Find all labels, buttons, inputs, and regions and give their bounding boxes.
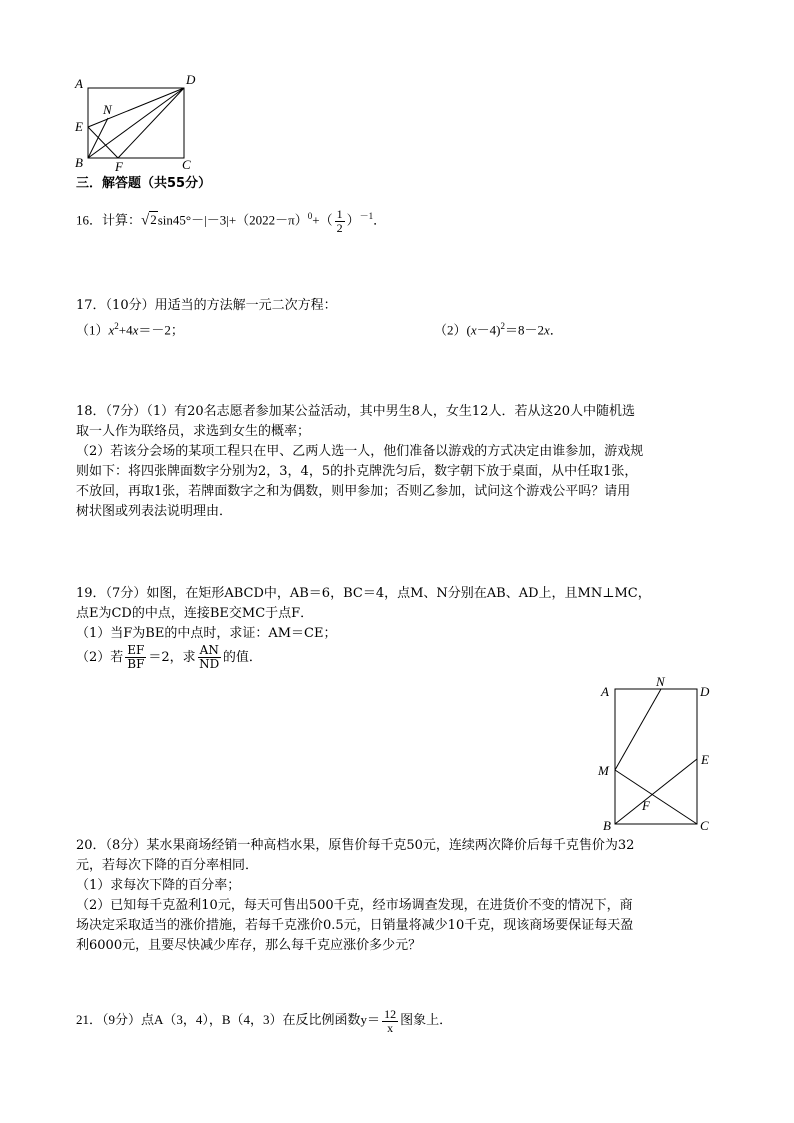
q16-frac-numerator: 1 [336, 206, 343, 221]
q16-sqrt-radicand: 2 [150, 212, 157, 228]
q19-frac1-denominator: BF [127, 657, 145, 671]
q19-fraction-ef-bf [125, 644, 146, 671]
q18-line4: 则如下：将四张牌面数字分别为2，3，4，5的扑克牌洗匀后，数字朝下放于桌面，从中任取1张， [76, 464, 638, 479]
q16-fraction [335, 208, 345, 235]
q18-line1: 18．（7分）（1）有20名志愿者参加某公益活动，其中男生8人，女生12人．若从这20人中随机选 [76, 404, 635, 419]
q19-p2-mid: ＝2，求 [148, 650, 196, 665]
fig1-label-c: C [182, 157, 191, 172]
q19-line2: 点E为CD的中点，连接BE交MC于点F． [76, 606, 314, 621]
q17-p2-end: ． [549, 322, 563, 338]
fig1-label-b: B [75, 155, 83, 170]
q20-line1: 20．（8分）某水果商场经销一种高档水果，原售价每千克50元，连续两次降价后每千克售价为32 [76, 838, 635, 853]
q20-line4: （2）已知每千克盈利10元，每天可售出500千克，经市场调查发现，在进货价不变的情况下，商 [76, 898, 633, 913]
fig1-label-a: A [75, 76, 83, 91]
q19-line1: 19．（7分）如图，在矩形ABCD中，AB＝6，BC＝4，点M、N分别在AB、AD上，且MN⊥MC， [76, 586, 651, 601]
q17-p1-x: x [108, 322, 115, 338]
q21-prefix: 21．（9分）点A（3，4），B（4，3）在反比例函数y＝ [76, 1012, 381, 1027]
q20-line6: 利6000元，且要尽快减少库存，那么每千克应涨价多少元？ [76, 938, 422, 953]
fig2-label-d: D [700, 684, 710, 699]
fig2-label-b: B [603, 818, 611, 833]
q16-part-c: ） [346, 212, 360, 228]
q20-line5: 场决定采取适当的涨价措施，若每千克涨价0.5元，日销量将减少10千克，现该商场要保证每天盈 [76, 918, 634, 933]
fig1-label-e: E [75, 119, 83, 134]
fig2-label-f: F [642, 798, 650, 813]
fig1-label-f: F [115, 159, 123, 174]
q16-frac-denominator: 2 [336, 220, 343, 235]
q21-fraction [382, 1008, 398, 1035]
q16-sup0: 0 [307, 211, 313, 221]
q18-line5: 不放回，再取1张，若牌面数字之和为偶数，则甲参加；否则乙参加，试问这个游戏公平吗？请用 [76, 484, 631, 499]
q18-line3: （2）若该分会场的某项工程只在甲、乙两人选一人，他们准备以游戏的方式决定由谁参加，游戏规 [76, 444, 644, 459]
figure-rectangle-abcd-1 [70, 72, 200, 177]
q21-end: 图象上． [400, 1012, 453, 1027]
q19-frac2-denominator: ND [199, 657, 220, 671]
fig2-label-a: A [601, 684, 609, 699]
q19-line3: （1）当F为BE的中点时，求证：AM＝CE； [76, 626, 337, 641]
q18-line2: 取一人作为联络员，求选到女生的概率； [76, 424, 311, 439]
q17-line1: 17．（10分）用适当的方法解一元二次方程： [76, 298, 337, 313]
q17-part1 [76, 317, 184, 339]
question-16 [76, 203, 386, 235]
q17-p2-sup: 2 [500, 321, 505, 331]
q16-prefix: 16．计算： [76, 212, 142, 228]
q17-p1-end: ＝－2； [138, 322, 184, 338]
q19-part2 [76, 643, 262, 673]
figure-rectangle-abcd-2 [595, 675, 720, 835]
q17-p2-x2: x [543, 322, 550, 338]
q20-line3: （1）求每次下降的百分率； [76, 878, 241, 893]
q17-p2-prefix: （2）( [434, 322, 471, 338]
q17-part2 [434, 317, 563, 339]
q17-p2-mid: －4) [476, 322, 501, 338]
question-21 [76, 1005, 452, 1035]
fig2-label-e: E [701, 752, 709, 767]
q19-p2-prefix: （2）若 [76, 650, 124, 665]
fig2-label-m: M [598, 763, 609, 778]
q19-frac1-numerator: EF [127, 643, 145, 657]
sqrt-icon: √ [141, 212, 150, 229]
q17-p1-prefix: （1） [76, 322, 109, 338]
q16-part-a: sin45°－|－3|+（2022－π） [157, 212, 308, 228]
fig1-label-n: N [103, 102, 112, 117]
fig2-label-n: N [656, 675, 665, 689]
section-title: 三．解答题（共55分） [76, 176, 212, 191]
q19-p2-end: 的值． [222, 650, 262, 665]
q17-p2-rest: ＝8－2 [504, 322, 544, 338]
q17-p2-x: x [470, 322, 477, 338]
q21-frac-numerator: 12 [384, 1006, 397, 1021]
q17-p1-rest: +4 [118, 322, 133, 338]
q16-part-b: +（ [312, 212, 333, 228]
q18-line6: 树状图或列表法说明理由． [76, 504, 233, 519]
q20-line2: 元，若每次下降的百分率相同． [76, 858, 259, 873]
q19-fraction-an-nd [198, 644, 221, 671]
q19-frac2-numerator: AN [199, 643, 219, 657]
q17-p1-x2: x [132, 322, 139, 338]
q21-frac-denominator: x [387, 1020, 394, 1035]
fig1-label-d: D [186, 72, 196, 87]
q17-p1-sup: 2 [114, 321, 119, 331]
q16-end: ． [373, 212, 387, 228]
fig2-label-c: C [700, 818, 709, 833]
q16-sup-neg1: －1 [359, 211, 374, 221]
